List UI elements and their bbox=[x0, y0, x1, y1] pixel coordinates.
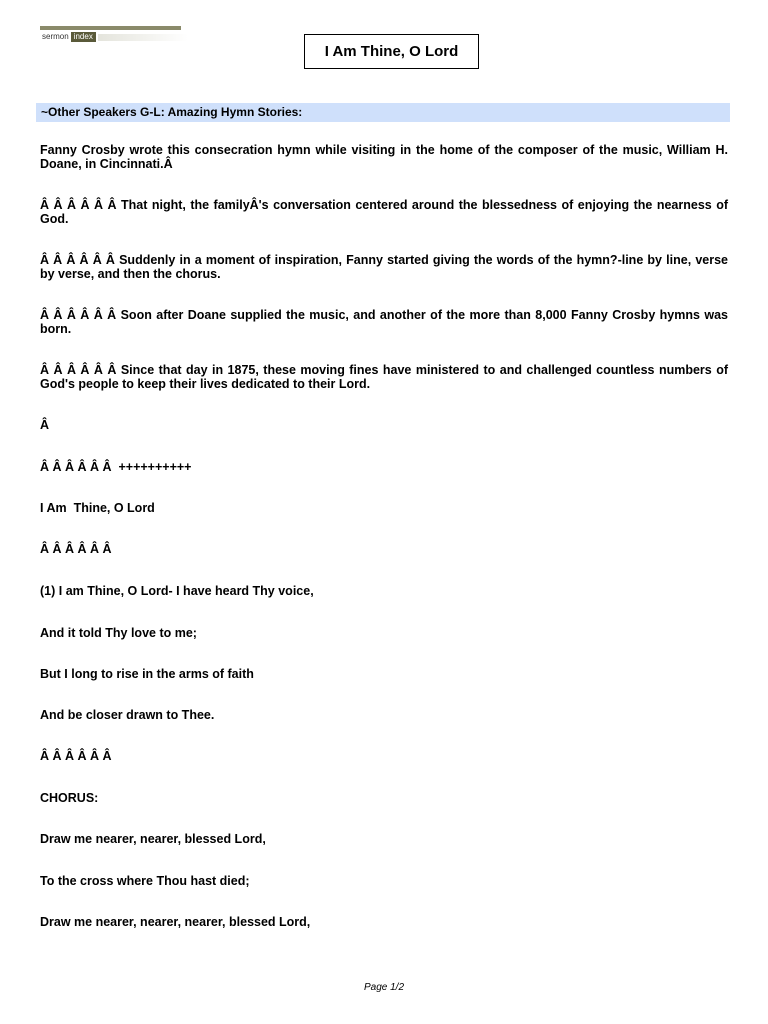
paragraph-intro: Fanny Crosby wrote this consecration hymn while visiting in the home of the composer of the music, William H. Doane, in Cincinnati.Â bbox=[40, 143, 728, 171]
verse-line: And be closer drawn to Thee. bbox=[40, 708, 215, 722]
chorus-line: Draw me nearer, nearer, nearer, blessed Lord, bbox=[40, 915, 311, 929]
logo-tail bbox=[98, 34, 188, 41]
paragraph-since-1875: Â Â Â Â Â Â Since that day in 1875, these moving fines have ministered to and challenged countless numbers of God's people to keep their lives dedicated to their Lord. bbox=[40, 363, 728, 391]
paragraph-inspiration: Â Â Â Â Â Â Suddenly in a moment of inspiration, Fanny started giving the words of the hymn?-line by line, verse by verse, and then the chorus. bbox=[40, 253, 728, 281]
hymn-title: I Am Thine, O Lord bbox=[40, 501, 155, 515]
separator-line: Â Â Â Â Â Â ++++++++++ bbox=[40, 460, 192, 474]
verse-line: And it told Thy love to me; bbox=[40, 626, 197, 640]
verse-line: (1) I am Thine, O Lord- I have heard Thy voice, bbox=[40, 584, 314, 598]
text-line: Â Â Â Â Â Â bbox=[40, 542, 112, 556]
paragraph-night: Â Â Â Â Â Â That night, the familyÂ's conversation centered around the blessedness of enjoying the nearness of God. bbox=[40, 198, 728, 226]
text-line: Â Â Â Â Â Â bbox=[40, 749, 112, 763]
text-line: Â bbox=[40, 418, 50, 432]
page-title: I Am Thine, O Lord bbox=[304, 34, 479, 69]
section-heading: ~Other Speakers G-L: Amazing Hymn Stories: bbox=[36, 103, 730, 122]
sermonindex-logo bbox=[40, 26, 181, 44]
logo-bar bbox=[40, 26, 181, 30]
logo-word-sermon: sermon bbox=[42, 32, 69, 41]
chorus-label: CHORUS: bbox=[40, 791, 99, 805]
logo-text bbox=[40, 31, 188, 43]
logo-word-index: index bbox=[71, 32, 96, 42]
paragraph-doane: Â Â Â Â Â Â Soon after Doane supplied the music, and another of the more than 8,000 Fanny Crosby hymns was born. bbox=[40, 308, 728, 336]
page-number: Page 1/2 bbox=[363, 982, 405, 993]
chorus-line: To the cross where Thou hast died; bbox=[40, 874, 250, 888]
chorus-line: Draw me nearer, nearer, blessed Lord, bbox=[40, 832, 266, 846]
verse-line: But I long to rise in the arms of faith bbox=[40, 667, 254, 681]
